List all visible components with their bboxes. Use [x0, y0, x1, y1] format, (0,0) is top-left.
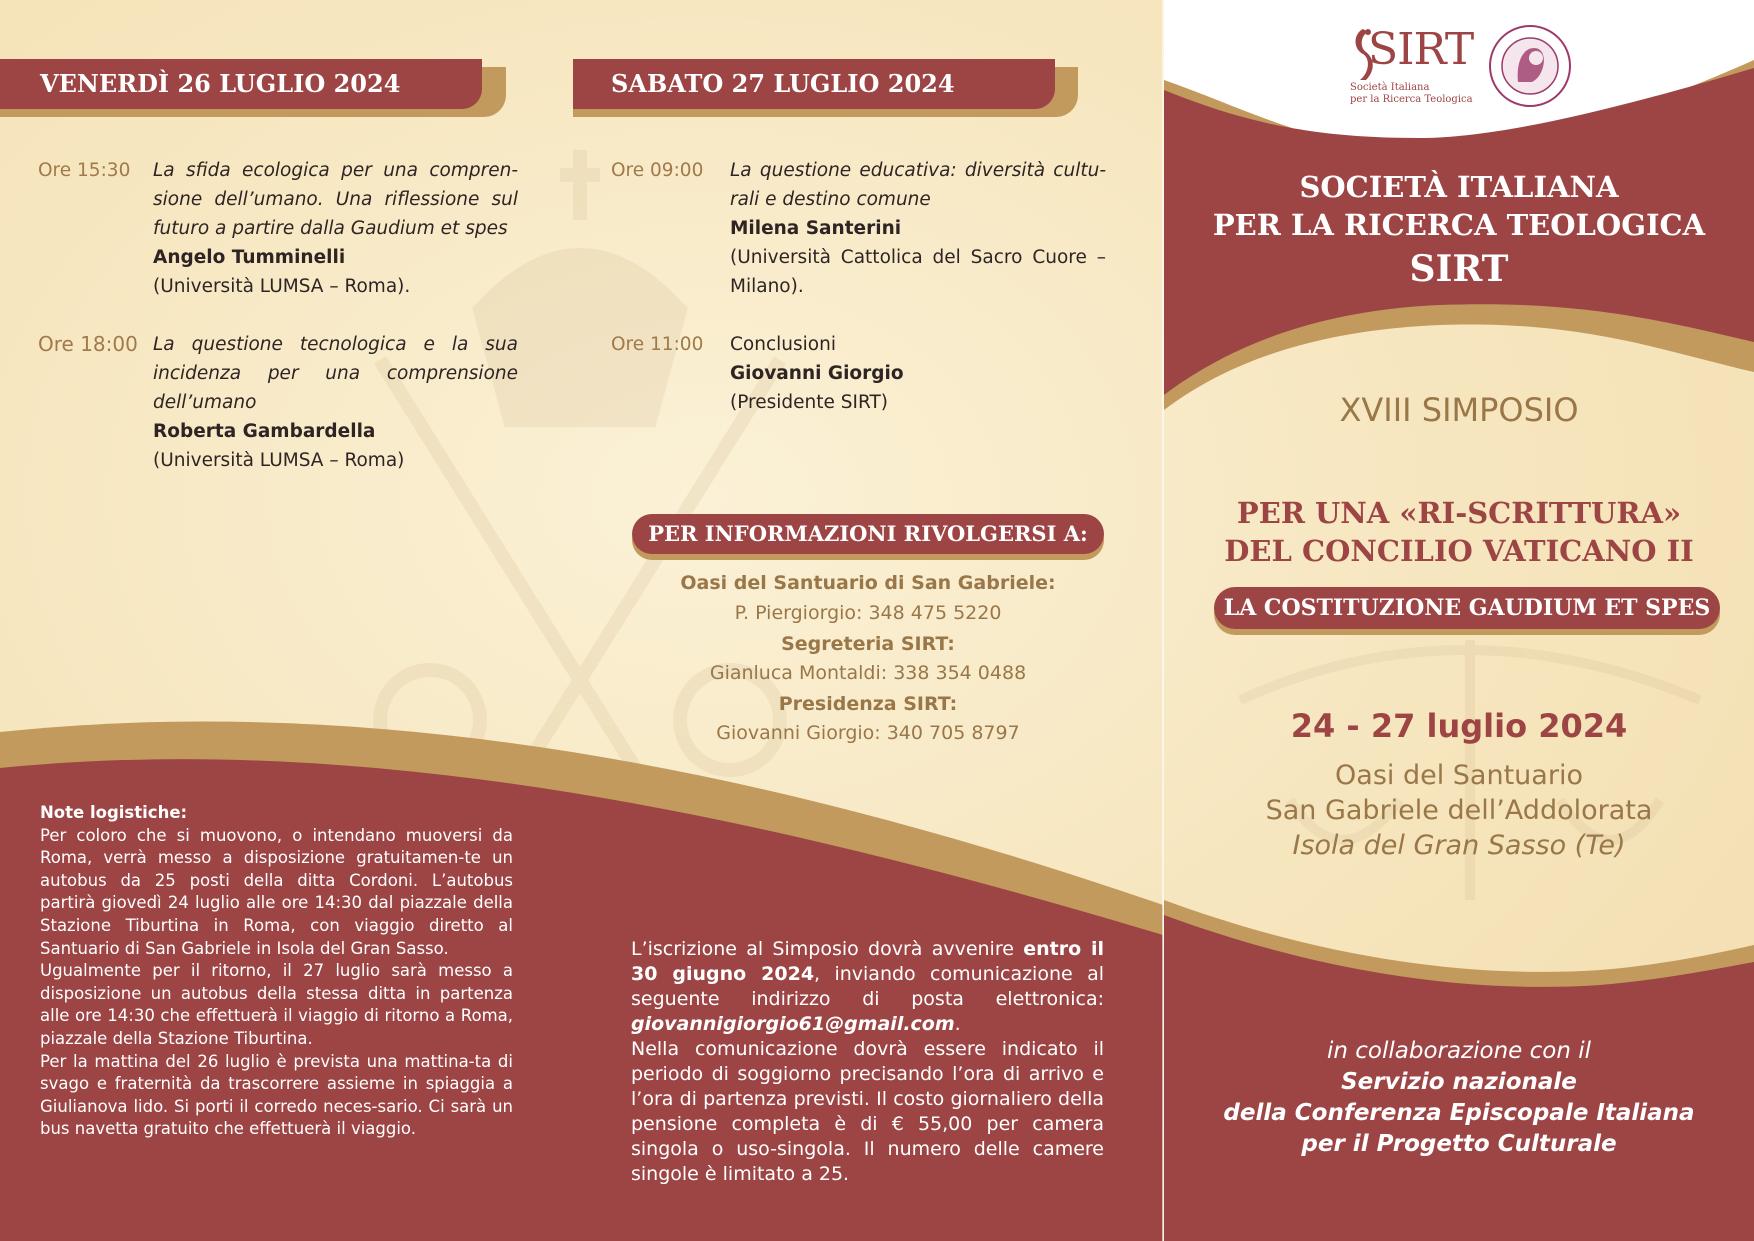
symposium-subtitle: LA COSTITUZIONE GAUDIUM ET SPES — [1214, 587, 1720, 629]
registration-text — [631, 937, 1104, 1187]
society-line-2: PER LA RICERCA TEOLOGICA — [1212, 208, 1706, 242]
logo-caption-1: Società Italiana — [1350, 82, 1430, 93]
day1-session-2 — [38, 330, 518, 480]
notes-heading: Note logistiche: — [40, 803, 188, 822]
info-heading: PER INFORMAZIONI RIVOLGERSI A: — [632, 514, 1104, 554]
session-title: La questione educativa: diversità cultu-rali e destino comune — [730, 160, 1106, 210]
sirt-logo — [1348, 22, 1474, 112]
title-line-1: PER UNA «RI-SCRITTURA» — [1236, 496, 1682, 530]
registration-text-b: , inviando comunicazione al seguente indirizzo di posta elettronica: — [631, 963, 1104, 1010]
venue-line-3: Isola del Gran Sasso (Te) — [1292, 830, 1626, 861]
collab-line-3: della Conferenza Episcopale Italiana — [1223, 1100, 1695, 1126]
notes-paragraph: Per coloro che si muovono, o intendano muoversi da Roma, verrà messo a disposizione gratuitamen-te un autobus da 25 posti della ditta Cordoni. L’autobus partirà giovedì 24 luglio alle ore 14:30 dal piazzale della Stazione Tiburtina in Roma, con viaggio diretto al Santuario di San Gabriele in Isola del Gran Sasso. — [40, 825, 513, 958]
logo-caption-2: per la Ricerca Teologica — [1350, 94, 1473, 105]
registration-email[interactable]: giovannigiorgio61@gmail.com — [631, 1013, 955, 1035]
session-title: La questione tecnologica e la sua incidenza per una comprensione dell’umano — [153, 334, 518, 413]
venue-line-2: San Gabriele dell’Addolorata — [1265, 795, 1653, 826]
contact-value: Gianluca Montaldi: 338 354 0488 — [709, 662, 1027, 684]
registration-deadline: entro il 30 giugno 2024 — [631, 938, 1104, 985]
session-speaker: Roberta Gambardella — [153, 421, 376, 442]
session-title: La sfida ecologica per una compren-sione dell’umano. Una riflessione sul futuro a partire dalla Gaudium et spes — [153, 160, 518, 239]
event-venue — [1164, 758, 1754, 863]
session-speaker: Giovanni Giorgio — [730, 363, 904, 384]
day2-session-1 — [611, 156, 1106, 306]
session-affiliation: (Università Cattolica del Sacro Cuore – Milano). — [730, 247, 1106, 297]
registration-text-c: . — [954, 1013, 961, 1035]
day2-banner-label: SABATO 27 LUGLIO 2024 — [573, 59, 1055, 109]
day1-session-1 — [38, 156, 518, 306]
session-affiliation: (Università LUMSA – Roma). — [153, 276, 411, 297]
contact-label: Oasi del Santuario di San Gabriele: — [680, 572, 1056, 594]
notes-paragraph: Per la mattina del 26 luglio è prevista una mattina-ta di svago e fraternità da trascorrere assieme in spiaggia a Giulianova lido. Si porti il corredo neces-sario. Ci sarà un bus navetta gratuito che effettuerà il viaggio. — [40, 1051, 513, 1139]
info-contacts — [632, 569, 1104, 748]
session-time: Ore 15:30 — [38, 160, 131, 181]
day1-banner-label: VENERDÌ 26 LUGLIO 2024 — [0, 59, 482, 109]
paolo-vi-seal — [1488, 24, 1572, 108]
symposium-title — [1164, 494, 1754, 570]
event-dates: 24 - 27 luglio 2024 — [1290, 707, 1628, 745]
session-time: Ore 11:00 — [611, 334, 704, 355]
session-affiliation: (Università LUMSA – Roma) — [153, 450, 405, 471]
society-acronym: SIRT — [1409, 248, 1509, 290]
collab-line-1: in collaborazione con il — [1326, 1038, 1592, 1064]
session-speaker: Angelo Tumminelli — [153, 247, 346, 268]
society-name — [1164, 168, 1754, 294]
society-line-1: SOCIETÀ ITALIANA — [1299, 170, 1619, 204]
collab-line-2: Servizio nazionale — [1341, 1069, 1577, 1095]
sirt-logo-text: SIRT — [1368, 24, 1474, 75]
session-title: Conclusioni — [730, 334, 836, 355]
title-line-2: DEL CONCILIO VATICANO II — [1224, 534, 1694, 568]
session-time: Ore 09:00 — [611, 160, 704, 181]
contact-value: Giovanni Giorgio: 340 705 8797 — [716, 722, 1020, 744]
logistics-notes — [40, 802, 513, 1141]
session-affiliation: (Presidente SIRT) — [730, 392, 888, 413]
contact-label: Segreteria SIRT: — [781, 633, 955, 655]
session-speaker: Milena Santerini — [730, 218, 902, 239]
collaboration — [1164, 1036, 1754, 1160]
venue-line-1: Oasi del Santuario — [1335, 760, 1583, 791]
day2-session-2 — [611, 330, 1106, 430]
collab-line-4: per il Progetto Culturale — [1301, 1131, 1617, 1157]
registration-paragraph-2: Nella comunicazione dovrà essere indicato il periodo di soggiorno precisando l’ora di arrivo e l’ora di partenza previsti. Il costo giornaliero della pensione completa è di € 55,00 per camera singola o uso-singola. Il numero delle camere singole è limitato a 25. — [631, 1038, 1104, 1185]
session-time: Ore 18:00 — [38, 332, 138, 356]
contact-value: P. Piergiorgio: 348 475 5220 — [734, 602, 1002, 624]
symposium-number: XVIII SIMPOSIO — [1339, 391, 1579, 429]
registration-text-a: L’iscrizione al Simposio dovrà avvenire — [631, 938, 1024, 960]
notes-paragraph: Ugualmente per il ritorno, il 27 luglio sarà messo a disposizione un autobus della stessa ditta in partenza alle ore 14:30 che effettuerà il viaggio di ritorno a Roma, piazzale della Stazione Tiburtina. — [40, 961, 513, 1048]
day1-banner — [0, 59, 506, 111]
day2-banner — [573, 59, 1078, 111]
seal-icon — [1488, 24, 1572, 108]
contact-label: Presidenza SIRT: — [778, 693, 958, 715]
